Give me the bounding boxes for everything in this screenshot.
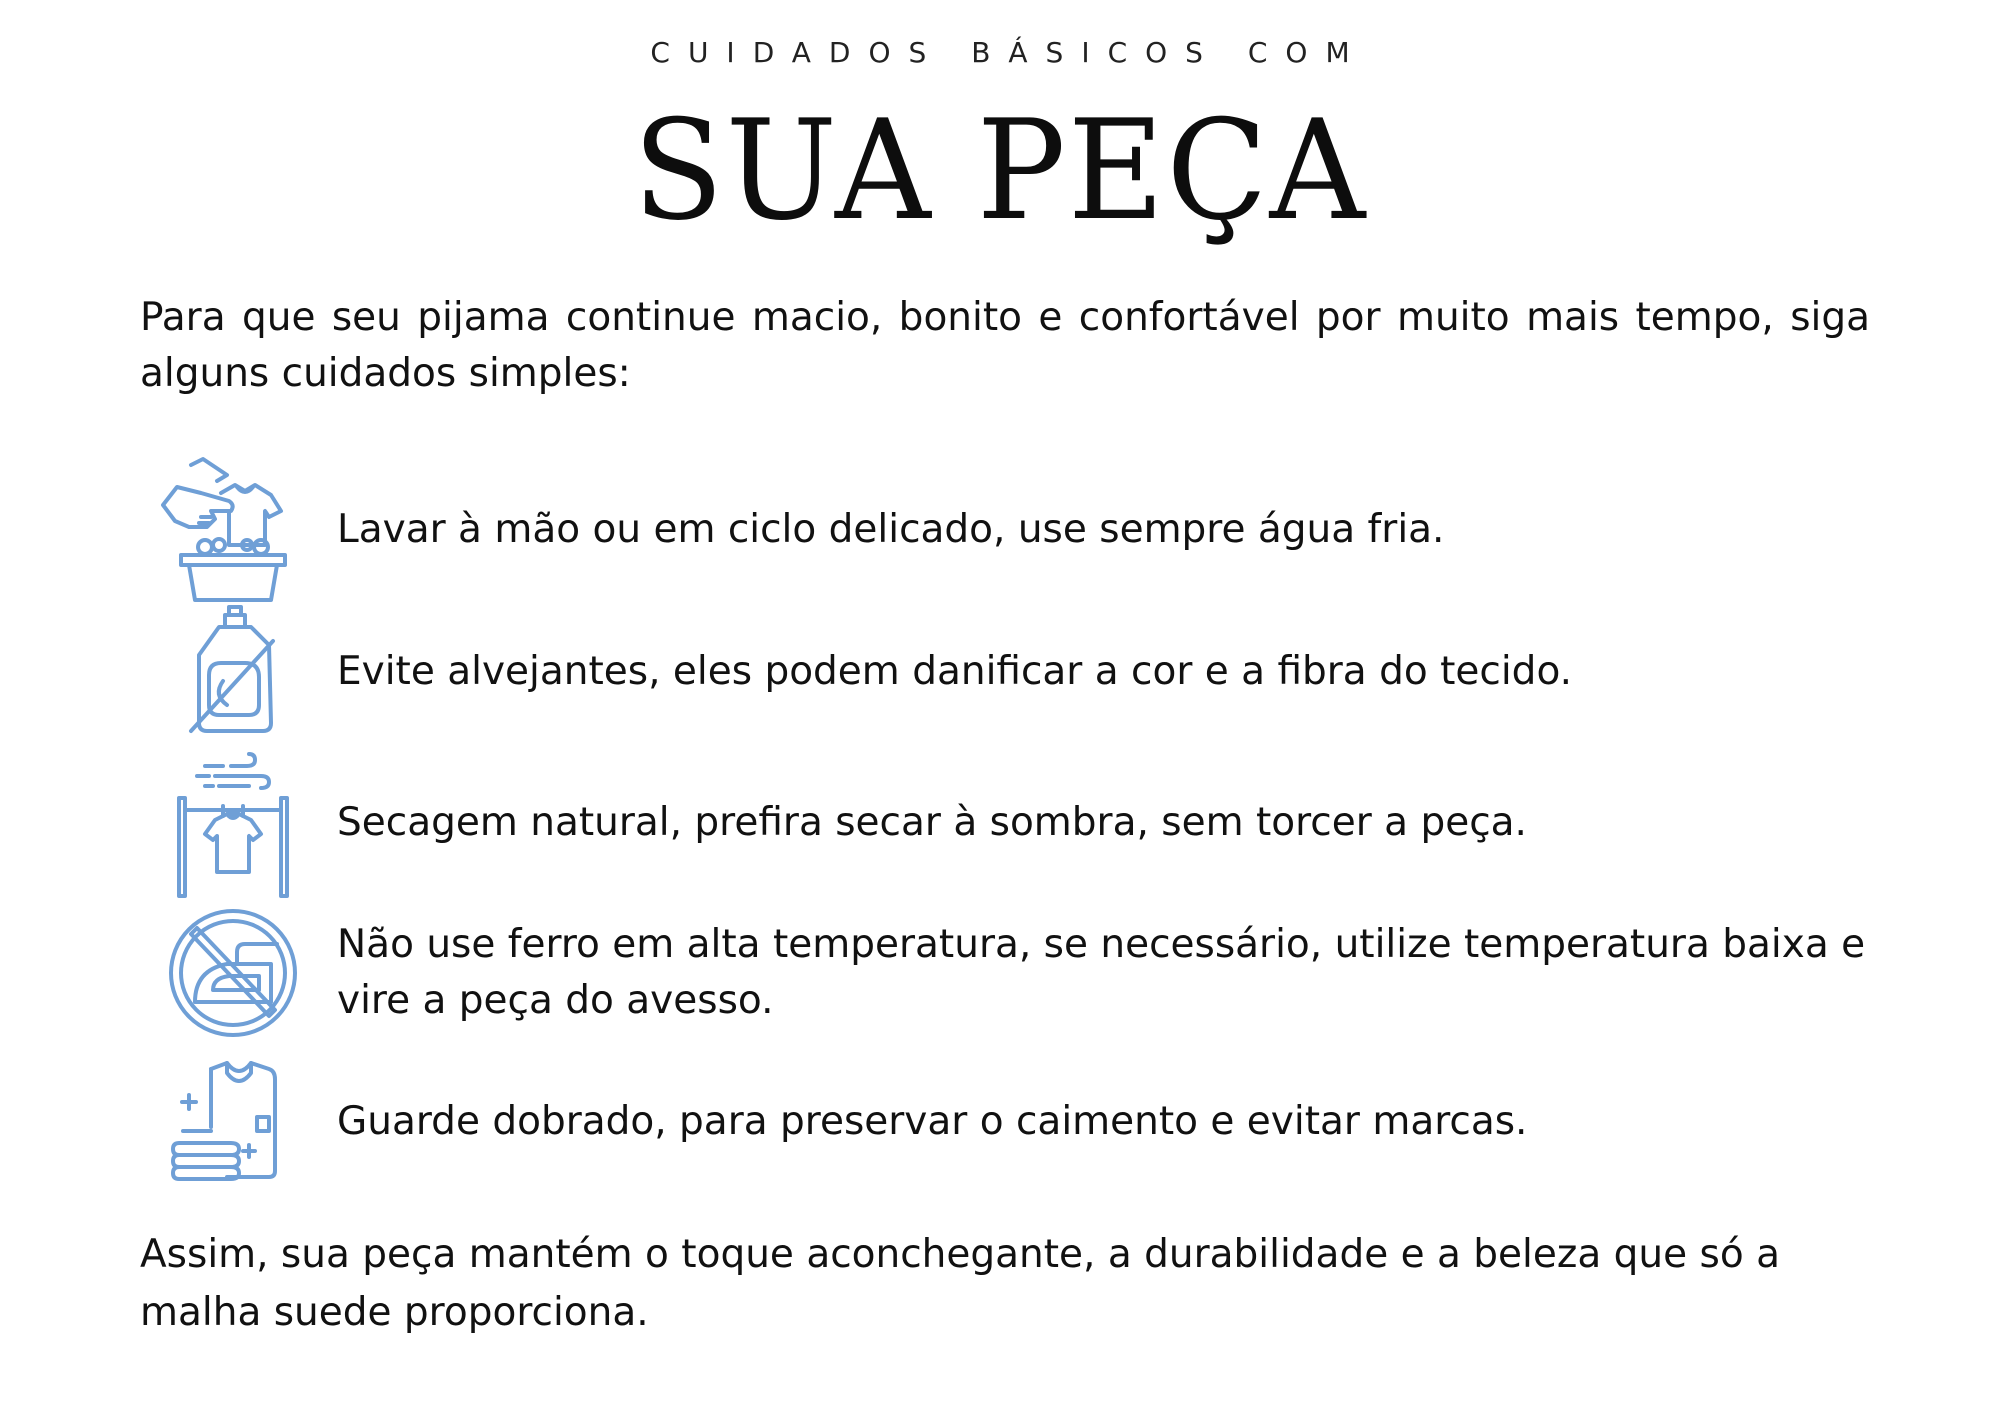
hand-wash-icon bbox=[140, 455, 325, 605]
care-item-no-iron bbox=[140, 898, 1900, 1048]
care-item-text: Lavar à mão ou em ciclo delicado, use sempre água fria. bbox=[337, 507, 1445, 552]
care-item-text: Não use ferro em alta temperatura, se necessário, utilize temperatura baixa e vire a peça do avesso. bbox=[337, 922, 1866, 1023]
care-item-folded bbox=[140, 1047, 1900, 1197]
care-item-text: Evite alvejantes, eles podem danificar a cor e a fibra do tecido. bbox=[337, 649, 1573, 694]
line-dry-icon bbox=[140, 748, 325, 898]
care-item-line-dry bbox=[140, 748, 1900, 898]
header-kicker: CUIDADOS BÁSICOS COM bbox=[650, 36, 1368, 69]
page-title: SUA PEÇA bbox=[632, 90, 1368, 251]
care-item-text: Guarde dobrado, para preservar o caimento e evitar marcas. bbox=[337, 1099, 1528, 1144]
intro-paragraph: Para que seu pijama continue macio, bonito e confortável por muito mais tempo, siga alguns cuidados simples: bbox=[140, 295, 1870, 396]
care-item-text: Secagem natural, prefira secar à sombra, sem torcer a peça. bbox=[337, 800, 1527, 845]
care-item-no-bleach bbox=[140, 597, 1900, 747]
closing-paragraph: Assim, sua peça mantém o toque aconchegante, a durabilidade e a beleza que só a malha suede proporciona. bbox=[140, 1232, 1780, 1335]
care-item-hand-wash bbox=[140, 455, 1900, 605]
no-bleach-icon bbox=[140, 597, 325, 747]
folded-clothes-icon bbox=[140, 1047, 325, 1197]
no-iron-icon bbox=[140, 898, 325, 1048]
